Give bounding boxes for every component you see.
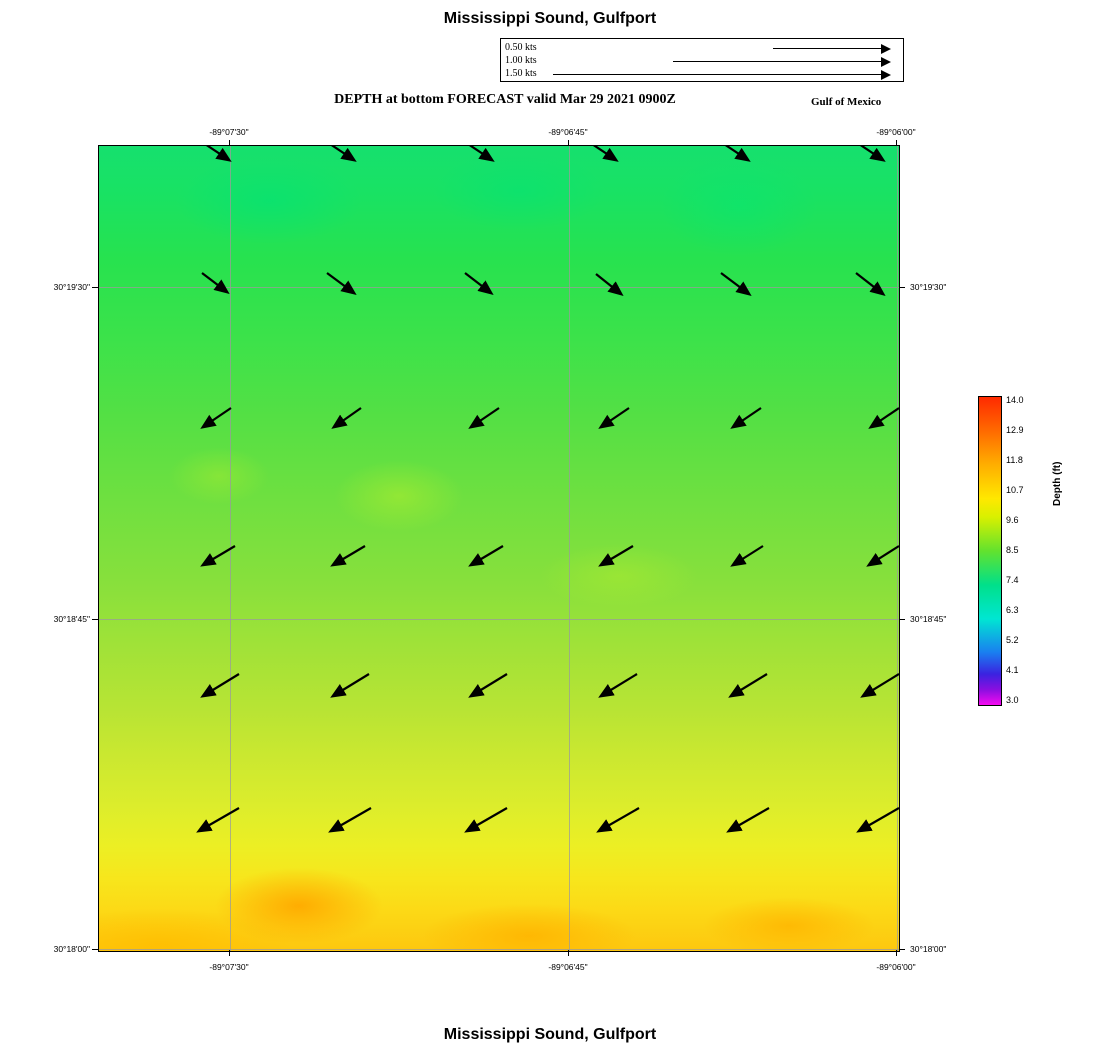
axis-tick-x-bottom: -89°07'30" — [209, 962, 249, 972]
tick-mark — [896, 950, 897, 956]
tick-mark — [92, 949, 98, 950]
region-label: Gulf of Mexico — [811, 96, 882, 108]
axis-tick-y-right: 30°19'30" — [910, 282, 947, 292]
axis-tick-x-bottom: -89°06'00" — [876, 962, 916, 972]
page-title: Mississippi Sound, Gulfport — [443, 10, 657, 27]
colorbar-title: Depth (ft) — [1052, 461, 1063, 506]
footer-title: Mississippi Sound, Gulfport — [443, 1026, 657, 1043]
colorbar-tick: 5.2 — [1006, 635, 1019, 645]
colorbar-tick: 12.9 — [1006, 425, 1024, 435]
colorbar-tick: 9.6 — [1006, 515, 1019, 525]
axis-tick-y-left: 30°18'45" — [53, 614, 90, 624]
vector-legend-row — [501, 55, 903, 69]
axis-tick-x-top: -89°06'00" — [876, 127, 916, 137]
colorbar-gradient — [978, 396, 1002, 706]
axis-tick-x-top: -89°07'30" — [209, 127, 249, 137]
tick-mark — [229, 140, 230, 146]
current-vector-layer — [99, 146, 899, 951]
tick-mark — [568, 140, 569, 146]
vector-legend-label: 0.50 kts — [505, 42, 537, 53]
tick-mark — [899, 949, 905, 950]
tick-mark — [568, 950, 569, 956]
tick-mark — [899, 619, 905, 620]
colorbar — [978, 396, 1088, 716]
tick-mark — [92, 287, 98, 288]
colorbar-tick: 4.1 — [1006, 665, 1019, 675]
axis-tick-y-left: 30°18'00" — [53, 944, 90, 954]
vector-arrow-icon — [773, 48, 893, 50]
colorbar-tick: 8.5 — [1006, 545, 1019, 555]
vector-legend-label: 1.00 kts — [505, 55, 537, 66]
map-plot-area[interactable] — [98, 145, 900, 952]
vector-legend-row — [501, 68, 903, 82]
tick-mark — [899, 287, 905, 288]
vector-legend-label: 1.50 kts — [505, 68, 537, 79]
colorbar-tick: 3.0 — [1006, 695, 1019, 705]
colorbar-tick: 7.4 — [1006, 575, 1019, 585]
vector-scale-legend — [500, 38, 904, 82]
colorbar-tick: 11.8 — [1006, 455, 1023, 465]
tick-mark — [896, 140, 897, 146]
colorbar-tick: 10.7 — [1006, 485, 1024, 495]
axis-tick-y-right: 30°18'45" — [910, 614, 947, 624]
vector-legend-row — [501, 42, 903, 56]
forecast-title: DEPTH at bottom FORECAST valid Mar 29 2021 0900Z — [334, 92, 676, 107]
axis-tick-y-left: 30°19'30" — [53, 282, 90, 292]
colorbar-tick: 14.0 — [1006, 395, 1024, 405]
vector-arrow-icon — [553, 74, 893, 76]
tick-mark — [229, 950, 230, 956]
vector-arrow-icon — [673, 61, 893, 63]
axis-tick-y-right: 30°18'00" — [910, 944, 947, 954]
tick-mark — [92, 619, 98, 620]
colorbar-tick: 6.3 — [1006, 605, 1019, 615]
axis-tick-x-top: -89°06'45" — [548, 127, 588, 137]
axis-tick-x-bottom: -89°06'45" — [548, 962, 588, 972]
